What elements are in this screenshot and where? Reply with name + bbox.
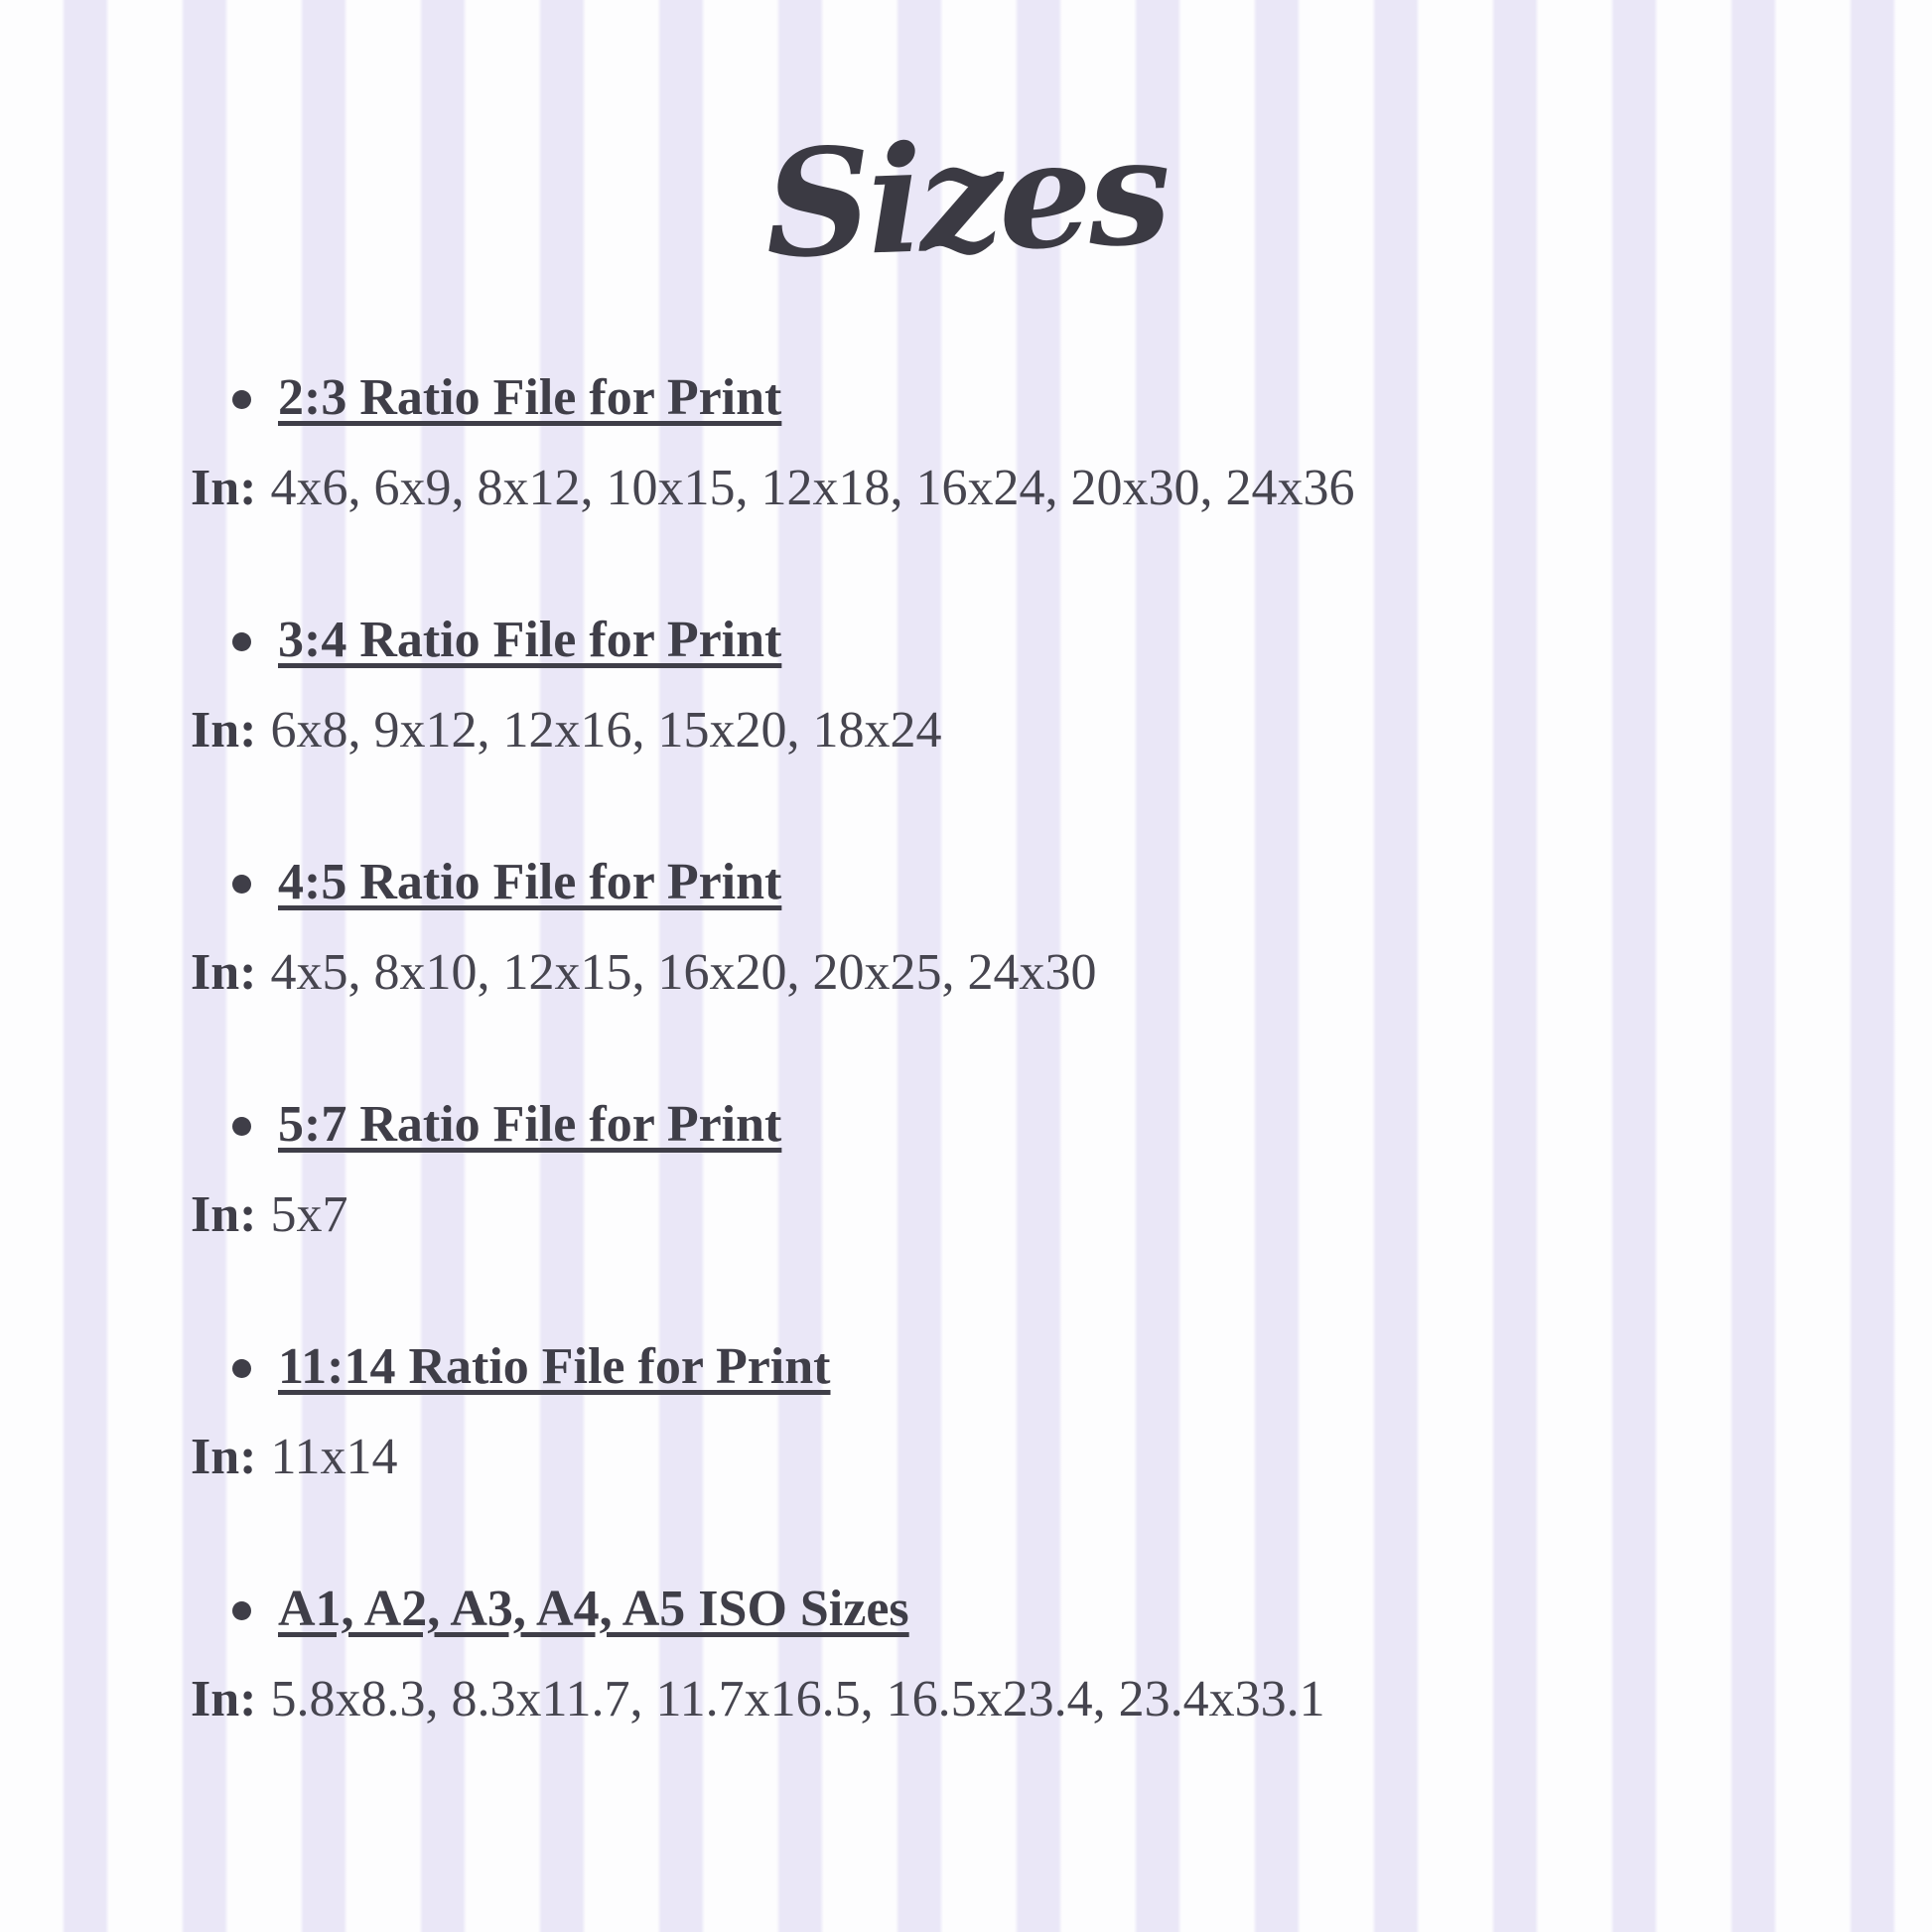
section-sizes-row bbox=[191, 1667, 1843, 1731]
bullet-icon bbox=[232, 390, 251, 409]
section-sizes-row bbox=[191, 940, 1843, 1005]
section-ratio-2-3 bbox=[191, 365, 1843, 520]
in-label: In: bbox=[191, 702, 257, 759]
section-sizes-row bbox=[191, 1182, 1843, 1247]
section-heading-row bbox=[232, 365, 1843, 430]
bullet-icon bbox=[232, 875, 251, 894]
sizes-text: 5x7 bbox=[270, 1186, 348, 1243]
bullet-icon bbox=[232, 1601, 251, 1620]
section-heading: 5:7 Ratio File for Print bbox=[278, 1096, 782, 1153]
section-heading: 2:3 Ratio File for Print bbox=[278, 369, 782, 426]
in-label: In: bbox=[191, 460, 257, 516]
page-title: Sizes bbox=[761, 103, 1171, 292]
section-heading-row bbox=[232, 1092, 1843, 1157]
sizes-text: 5.8x8.3, 8.3x11.7, 11.7x16.5, 16.5x23.4, 23.4x33.1 bbox=[270, 1671, 1325, 1727]
section-heading-row bbox=[232, 608, 1843, 672]
sizes-text: 11x14 bbox=[270, 1429, 398, 1485]
bullet-icon bbox=[232, 1359, 251, 1378]
section-sizes-row bbox=[191, 456, 1843, 520]
section-ratio-4-5 bbox=[191, 850, 1843, 1005]
bullet-icon bbox=[232, 1117, 251, 1136]
bullet-icon bbox=[232, 632, 251, 651]
in-label: In: bbox=[191, 944, 257, 1001]
in-label: In: bbox=[191, 1429, 257, 1485]
section-heading-row bbox=[232, 1334, 1843, 1399]
section-ratio-11-14 bbox=[191, 1334, 1843, 1489]
section-ratio-3-4 bbox=[191, 608, 1843, 762]
section-heading: 11:14 Ratio File for Print bbox=[278, 1338, 831, 1395]
in-label: In: bbox=[191, 1671, 257, 1727]
section-heading: 3:4 Ratio File for Print bbox=[278, 612, 782, 668]
sizes-text: 4x5, 8x10, 12x15, 16x20, 20x25, 24x30 bbox=[270, 944, 1097, 1001]
section-heading-row bbox=[232, 1577, 1843, 1641]
section-iso-sizes bbox=[191, 1577, 1843, 1731]
section-heading: A1, A2, A3, A4, A5 ISO Sizes bbox=[278, 1581, 909, 1637]
section-sizes-row bbox=[191, 1425, 1843, 1489]
section-heading: 4:5 Ratio File for Print bbox=[278, 854, 782, 910]
sizes-text: 4x6, 6x9, 8x12, 10x15, 12x18, 16x24, 20x30, 24x36 bbox=[270, 460, 1355, 516]
sizes-list bbox=[191, 365, 1843, 1819]
section-sizes-row bbox=[191, 698, 1843, 762]
in-label: In: bbox=[191, 1186, 257, 1243]
sizes-text: 6x8, 9x12, 12x16, 15x20, 18x24 bbox=[270, 702, 942, 759]
section-ratio-5-7 bbox=[191, 1092, 1843, 1247]
section-heading-row bbox=[232, 850, 1843, 914]
